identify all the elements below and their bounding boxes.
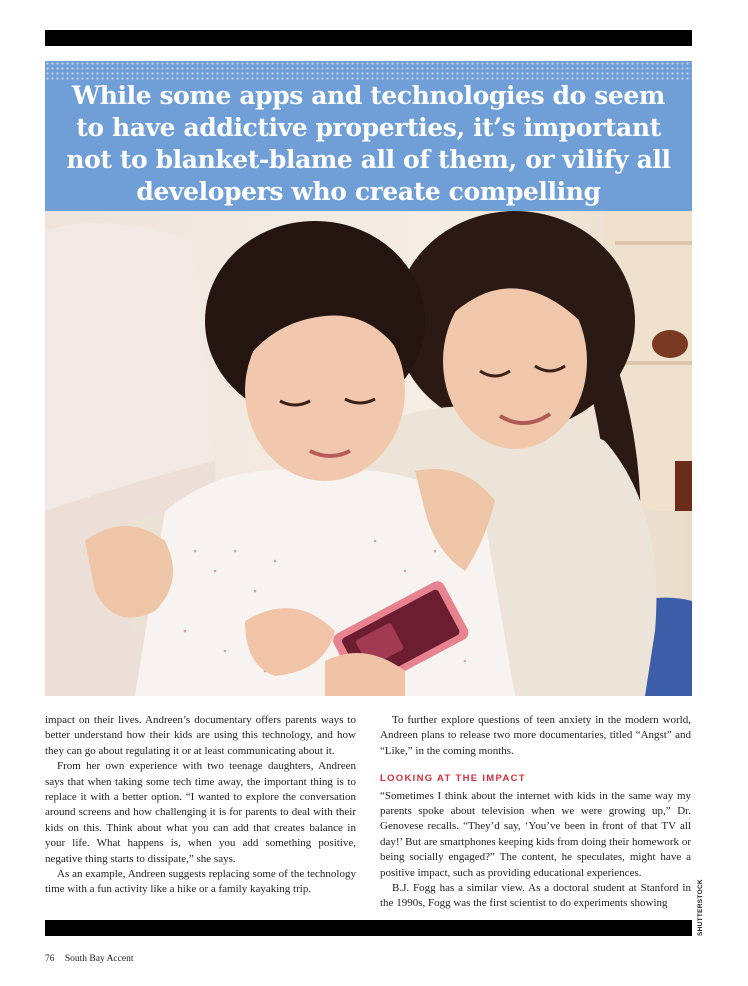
left-paragraph-1: impact on their lives. Andreen’s documentary offers parents ways to better understand how their kids are using this technology, and how they can go about regulating it or at least communicating about it. xyxy=(45,714,356,757)
left-text-column xyxy=(45,713,356,898)
mother-daughter-phone-photo xyxy=(45,211,692,696)
page-number: 76 xyxy=(45,954,55,964)
section-subhead: LOOKING AT THE IMPACT xyxy=(380,773,526,785)
photo-credit: SHUTTERSTOCK xyxy=(697,879,704,936)
right-paragraph-2: B.J. Fogg has a similar view. As a doctoral student at Stanford in the 1990s, Fogg was the first scientist to do experiments showing xyxy=(380,882,691,910)
right-intro-paragraph: To further explore questions of teen anxiety in the modern world, Andreen plans to release two more documentaries, titled “Angst” and “Like,” in the coming months. xyxy=(380,714,691,757)
page-footer xyxy=(45,954,133,964)
pull-quote-box xyxy=(45,61,692,211)
right-paragraph-1: “Sometimes I think about the internet with kids in the same way my parents spoke about television when we were growing up,” Dr. Genovese recalls. “They’d say, ‘You’ve been in front of that TV all day!’ But are smartphones keeping kids from doing their homework or being socially engaged?” The content, he speculates, might have a positive impact, such as providing educational experiences. xyxy=(380,789,691,879)
publication-name: South Bay Accent xyxy=(64,954,134,964)
left-paragraph-2: From her own experience with two teenage daughters, Andreen says that when taking some tech time away, the important thing is to replace it with a better option. “I wanted to explore the conversation around screens and how challenging it is for parents to deal with their kids on this. Think about what you can add that creates balance in your life. What happens is, when you add something positive, negative thing starts to dissipate,” she says. xyxy=(45,760,356,865)
bottom-rule-bar xyxy=(45,920,692,936)
right-text-column xyxy=(380,713,691,912)
left-paragraph-3: As an example, Andreen suggests replacing some of the technology time with a fun activity like a hike or a family kayaking trip. xyxy=(45,868,356,896)
pull-quote-text: While some apps and technologies do seem to have addictive properties, it’s important not to blanket-blame all of them, or vilify all developers who create compelling xyxy=(66,81,671,206)
dot-pattern-strip xyxy=(45,61,692,81)
top-rule-bar xyxy=(45,30,692,46)
